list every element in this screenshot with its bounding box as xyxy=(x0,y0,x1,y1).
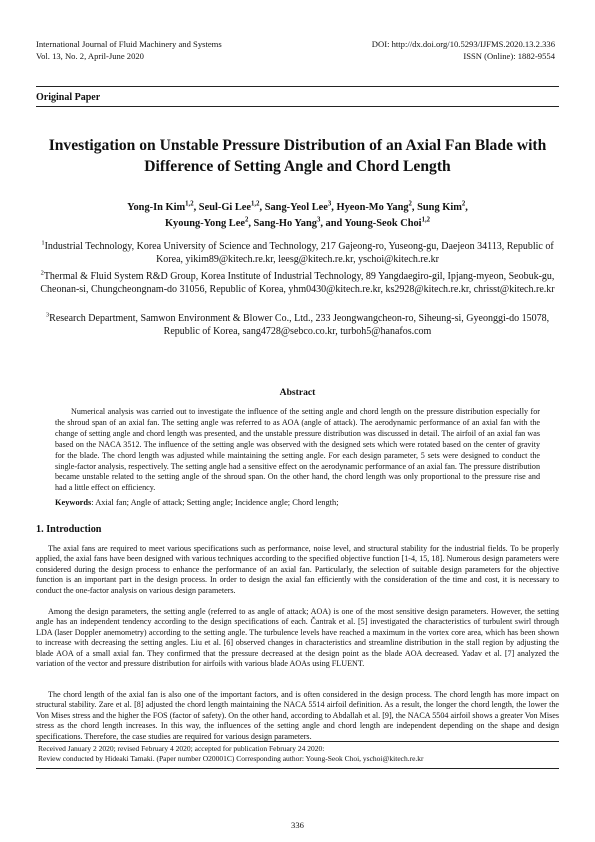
author-list xyxy=(50,200,545,231)
author: Yong-In Kim$^{1,2}$, xyxy=(127,200,199,213)
author: Seul-Gi Lee$^{1,2}$, xyxy=(198,200,265,213)
journal-volume: Vol. 13, No. 2, April-June 2020 xyxy=(36,51,144,61)
issn: ISSN (Online): 1882-9554 xyxy=(463,51,555,61)
doi-link[interactable]: DOI: http://dx.doi.org/10.5293/IJFMS.2020.13.2.336 xyxy=(371,39,555,49)
author: Young-Seok Choi$^{1,2}$ xyxy=(344,216,431,229)
journal-header xyxy=(36,38,222,62)
footnote-rule xyxy=(36,741,559,742)
abstract-heading: Abstract xyxy=(279,387,316,398)
abstract-text: Numerical analysis was carried out to investigate the influence of the setting angle and chord length on the pressure distribution especially for the shroud span of an axial fan. The setting angle was referred to as AOA (angle of attack). The aerodynamic performance of an axial fan with the change of setting angle and chord length was presented, and the unstable pressure distribution was discussed in detail. The airfoil of an axial fan was based on the NACA 3512. The influence of the setting angle was observed with the designed sets which were rotated based on the center of gravity for the blade. The chord length was adjusted while maintaining the setting angle. For each design parameter, 5 sets were designed to conduct the single-factor analysis, respectively. The setting angle had a sensitive effect on the aerodynamic performance of an axial fan. The pressure distribution became unstable related to the setting angle of the shroud span. On the other hand, the chord length was only proportional to the pressure rise and had a little effect on efficiency. xyxy=(55,407,540,493)
keywords-label: Keywords xyxy=(55,498,92,507)
footnote xyxy=(38,744,558,765)
review-info: Review conducted by Hideaki Tamaki. (Paper number O20001C) Corresponding author: Young-Seok Choi, yschoi@kitech.re.kr xyxy=(38,754,424,764)
keywords xyxy=(55,498,540,509)
author: Sung Kim$^2$, xyxy=(417,200,468,213)
keywords-text: : Axial fan; Angle of attack; Setting angle; Incidence angle; Chord length; xyxy=(91,498,339,507)
footnote-bottom-rule xyxy=(36,768,559,769)
intro-paragraph-2: Among the design parameters, the setting angle (referred to as angle of attack; AOA) is one of the most sensitive design parameters. However, the setting angle has an independent tendency according to the design specifications of each. Čantrak et al. [5] investigated the characteristics of turbulent swirl through LDA (laser Doppler anemometry) according to the setting angle. The turbulence levels have reached a maximum in the vortex core area, which has been shown to increase with decreasing the setting angles. Liu et al. [6] observed changes in characteristics and streamline distribution in the stall region by adjusting the blade AOA of a small axial fan. They confirmed that the pressure decreased at the design point as the blade AOA decreased. Yadav et al. [7] analyzed the variation of the vector and pressure distribution for airfoils with various blade AOAs using FLUENT. xyxy=(36,607,559,669)
affiliation-2: $^2$Thermal & Fluid System R&D Group, Korea Institute of Industrial Technology, 89 Yangdaegiro-gil, Ipjang-myeon, Seobuk-gu, Cheonan-si, Chungcheongnam-do 31056, Republic of Korea, yhm0430@kitech.re.kr, ks2928@kitech.re.kr, chrisst@kitech.re.kr xyxy=(40,269,555,296)
section-label: Original Paper xyxy=(36,92,101,103)
page-number: 336 xyxy=(291,820,304,830)
author: Sang-Ho Yang$^3$, and xyxy=(253,216,345,229)
doi-header xyxy=(372,38,555,62)
intro-paragraph-3: The chord length of the axial fan is also one of the important factors, and is often considered in the design process. The chord length has more impact on structural stability. Zare et al. [8] adjusted the chord length maintaining the NACA 5514 airfoil definition. As a result, the longer the chord length, the lower the Von Mises stress and the higher the FOS (factor of safety). On the other hand, according to Abdallah et al. [9], the NACA 5504 airfoil shows a greater Von Mises stress as the chord length increases. In this way, the influences of the setting angle and chord length are independent depending on the shape and design specifications. Therefore, the case studies are required for various design parameters. xyxy=(36,690,559,741)
affiliation-1: $^1$Industrial Technology, Korea University of Science and Technology, 217 Gajeong-ro, Yuseong-gu, Daejeon 34113, Republic of Korea, yikim89@kitech.re.kr, leesg@kitech.re.kr, yschoi@kitech.re.kr xyxy=(41,239,554,266)
paper-title: Investigation on Unstable Pressure Distribution of an Axial Fan Blade with Difference of Setting Angle and Chord Length xyxy=(48,137,547,175)
author: Hyeon-Mo Yang$^2$, xyxy=(336,200,418,213)
intro-paragraph-1: The axial fans are required to meet various specifications such as performance, noise level, and structural stability for the industrial fields. To be properly applied, the axial fans have been designed with various techniques according to the specified objective function [1-4, 15, 18]. Numerous design parameters were considered during the design process to enhance the performance of an axial fan. Particularly, the selection of suitable design parameters for the objective function is an important part in the design process. In order to design the axial fan efficiently with the consideration of the time and cost, it is necessary to conduct the one-factor analysis on various design parameters. xyxy=(36,544,559,595)
author: Kyoung-Yong Lee$^2$, xyxy=(164,216,254,229)
journal-name: International Journal of Fluid Machinery and Systems xyxy=(36,39,222,49)
affiliation-3: $^3$Research Department, Samwon Environment & Blower Co., Ltd., 233 Jeongwangcheon-ro, Siheung-si, Gyeonggi-do 15078, Republic of Korea, sang4728@sebco.co.kr, turboh5@hanafos.com xyxy=(45,311,550,338)
section-rule xyxy=(36,106,559,107)
received-dates: Received January 2 2020; revised February 4 2020; accepted for publication February 24 2020: xyxy=(38,744,325,753)
author: Sang-Yeol Lee$^3$, xyxy=(264,200,337,213)
header-rule xyxy=(36,86,559,87)
introduction-heading: 1. Introduction xyxy=(36,524,102,535)
